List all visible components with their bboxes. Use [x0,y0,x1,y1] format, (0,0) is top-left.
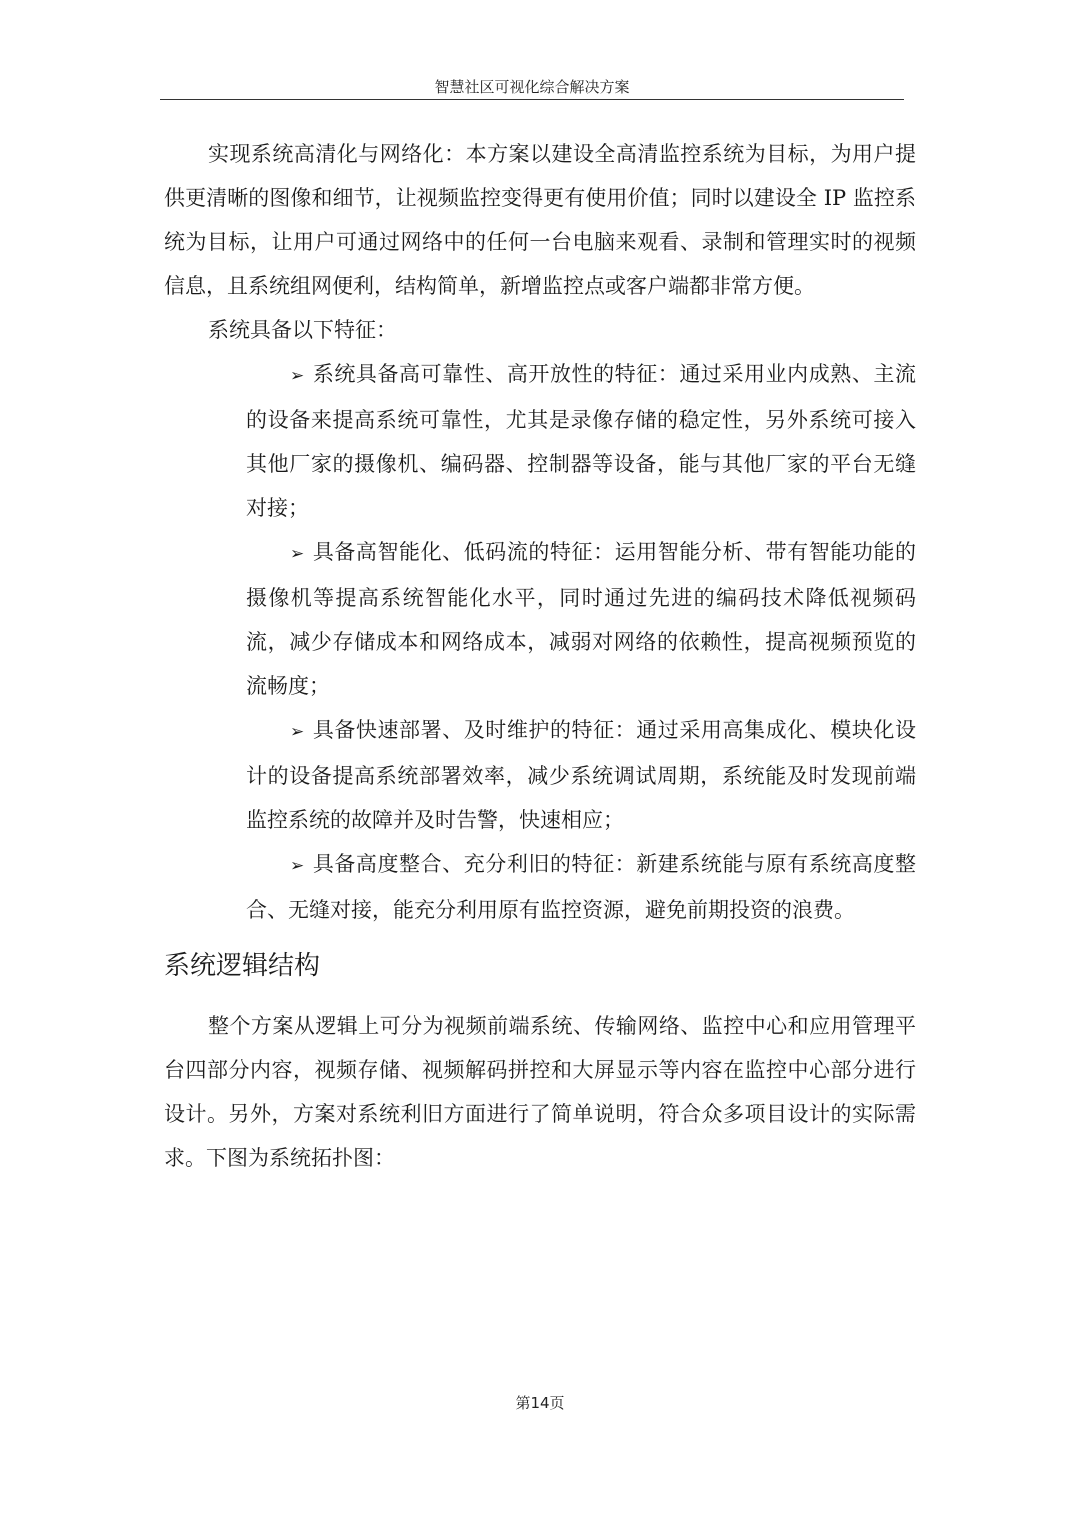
page-number: 第14页 [515,1394,565,1412]
feature-text: 具备高智能化、低码流的特征：运用智能分析、带有智能功能的摄像机等提高系统智能化水平，同时通过先进的编码技术降低视频码流，减少存储成本和网络成本，减弱对网络的依赖性，提高视频预览的流畅度； [246,540,916,698]
section-paragraph: 整个方案从逻辑上可分为视频前端系统、传输网络、监控中心和应用管理平台四部分内容，视频存储、视频解码拼控和大屏显示等内容在监控中心部分进行设计。另外，方案对系统利旧方面进行了简单说明，符合众多项目设计的实际需求。下图为系统拓扑图： [164,1014,916,1170]
arrow-bullet-icon: ➢ [290,544,305,564]
document-body [164,132,916,1180]
feature-item [246,708,916,842]
feature-list [164,352,916,932]
arrow-bullet-icon: ➢ [290,366,305,386]
feature-item [246,530,916,708]
feature-item [246,842,916,932]
feature-text: 具备快速部署、及时维护的特征：通过采用高集成化、模块化设计的设备提高系统部署效率，减少系统调试周期，系统能及时发现前端监控系统的故障并及时告警，快速相应； [246,718,916,832]
arrow-bullet-icon: ➢ [290,856,305,876]
feature-text: 具备高度整合、充分利旧的特征：新建系统能与原有系统高度整合、无缝对接，能充分利用原有监控资源，避免前期投资的浪费。 [246,852,916,922]
feature-text: 系统具备高可靠性、高开放性的特征：通过采用业内成熟、主流的设备来提高系统可靠性，尤其是录像存储的稳定性，另外系统可接入其他厂家的摄像机、编码器、控制器等设备，能与其他厂家的平台无缝对接； [246,362,916,520]
features-lead: 系统具备以下特征： [208,318,397,342]
section-heading: 系统逻辑结构 [164,951,321,981]
header-divider [160,99,904,100]
arrow-bullet-icon: ➢ [290,722,305,742]
page-header-title: 智慧社区可视化综合解决方案 [434,78,630,96]
intro-paragraph: 实现系统高清化与网络化：本方案以建设全高清监控系统为目标，为用户提供更清晰的图像和细节，让视频监控变得更有使用价值；同时以建设全 IP 监控系统为目标，让用户可通过网络中的任何一台电脑来观看、录制和管理实时的视频信息，且系统组网便利，结构简单，新增监控点或客户端都非常方便。 [164,142,916,298]
feature-item [246,352,916,530]
